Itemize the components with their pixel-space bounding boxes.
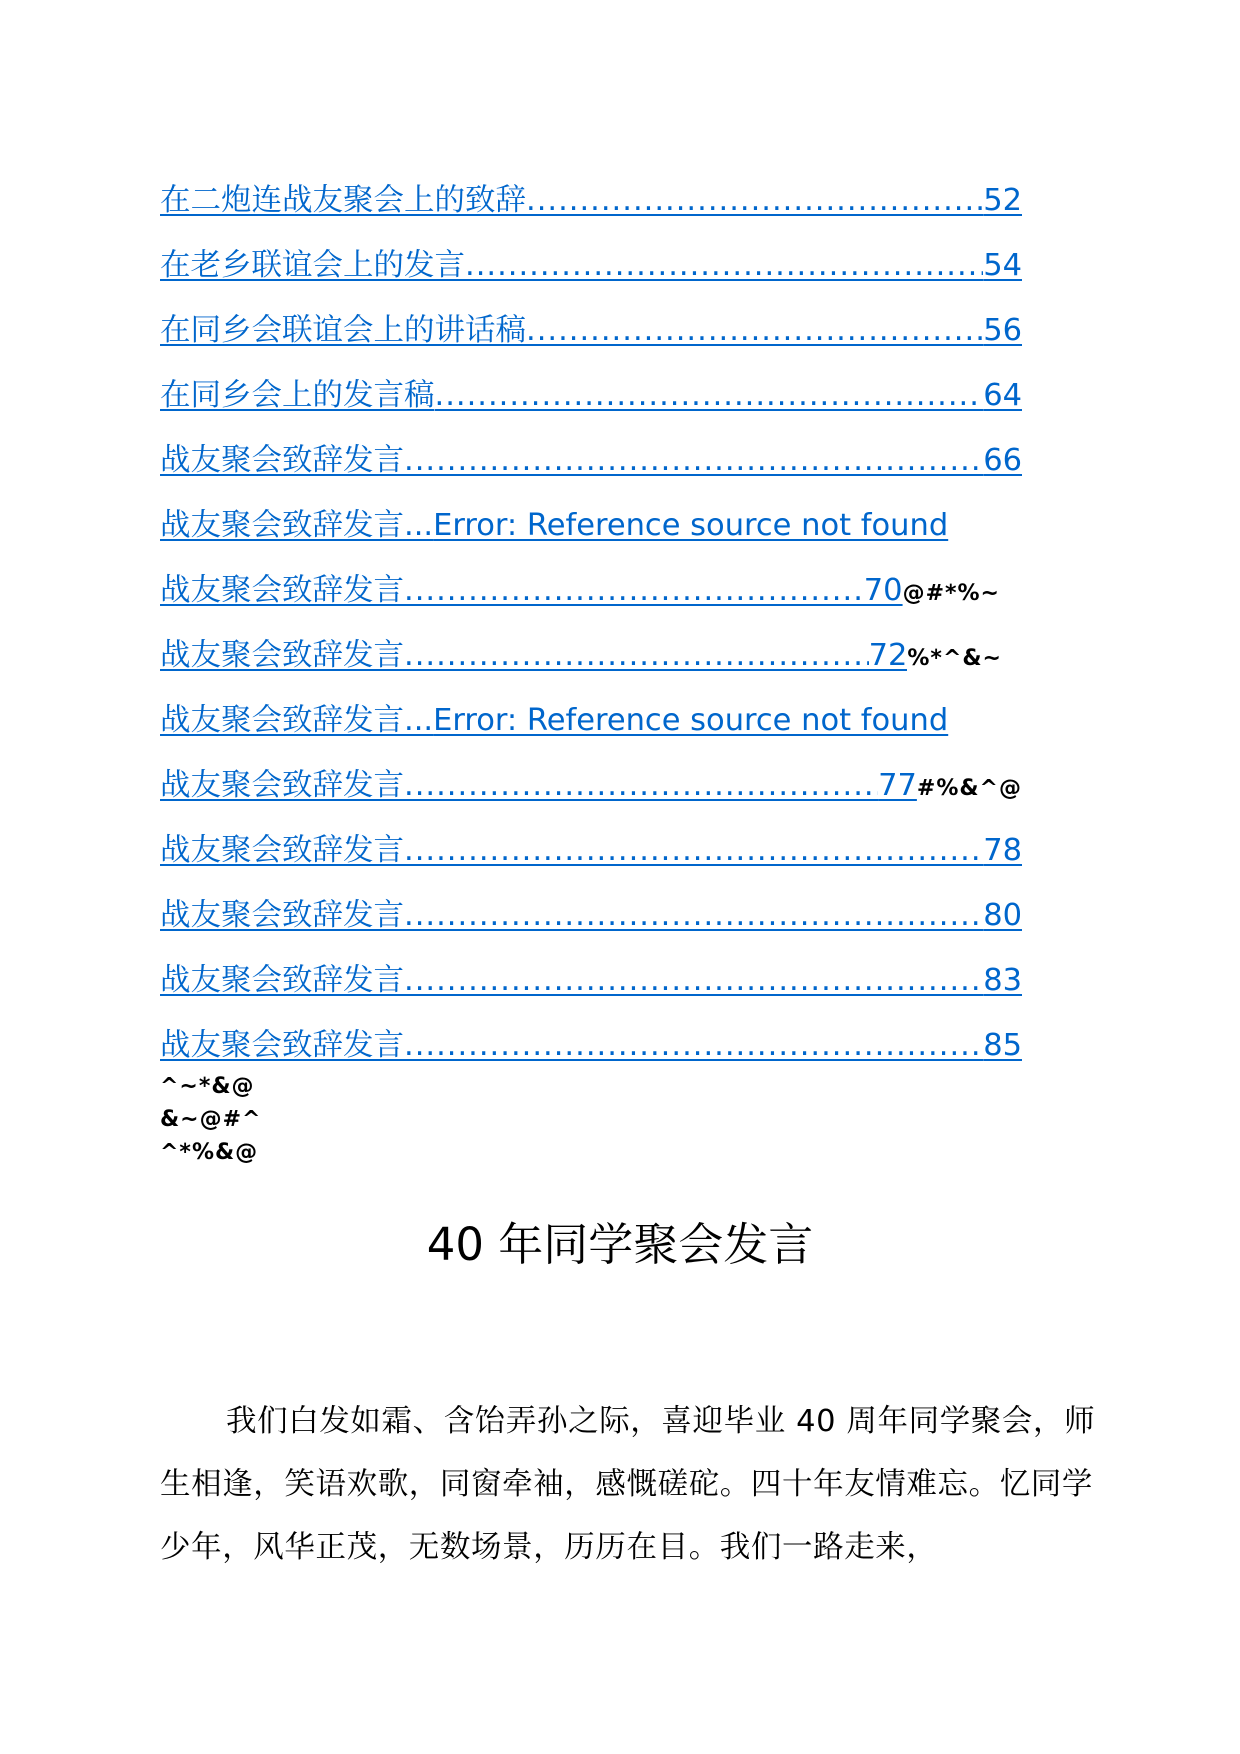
table-of-contents <box>160 168 1022 1078</box>
toc-title: 战友聚会致辞发言 <box>160 768 404 803</box>
toc-entry <box>160 818 1022 883</box>
toc-page-number: 54 <box>983 248 1022 283</box>
toc-entry <box>160 233 1022 298</box>
toc-link[interactable] <box>160 883 1022 948</box>
toc-title: 在老乡联谊会上的发言 <box>160 248 465 283</box>
section-title: 40 年同学聚会发言 <box>426 1218 814 1271</box>
stray-symbols: &~@#^ <box>160 1107 262 1132</box>
toc-leader <box>404 1013 983 1078</box>
toc-link[interactable] <box>160 623 907 688</box>
toc-page-number: 52 <box>983 183 1022 218</box>
toc-title: 战友聚会致辞发言 <box>160 508 404 543</box>
toc-link[interactable] <box>160 818 1022 883</box>
toc-page-number: 70 <box>863 573 903 608</box>
toc-leader <box>404 688 433 753</box>
toc-entry <box>160 1013 1022 1078</box>
toc-leader <box>465 233 983 298</box>
toc-entry <box>160 753 1022 818</box>
toc-link[interactable] <box>160 363 1022 428</box>
toc-title: 战友聚会致辞发言 <box>160 833 404 868</box>
toc-entry <box>160 623 1002 688</box>
toc-title: 在同乡会联谊会上的讲话稿 <box>160 313 526 348</box>
toc-page-number: 72 <box>868 638 908 673</box>
toc-leader <box>404 623 869 688</box>
toc-entry <box>160 493 1022 558</box>
toc-entry <box>160 948 1022 1013</box>
toc-entry <box>160 688 1022 753</box>
toc-title: 战友聚会致辞发言 <box>160 703 404 738</box>
toc-entry <box>160 883 1022 948</box>
toc-leader <box>435 363 984 428</box>
toc-link[interactable] <box>160 298 1022 363</box>
toc-title: 战友聚会致辞发言 <box>160 963 404 998</box>
toc-title: 战友聚会致辞发言 <box>160 573 404 608</box>
toc-leader <box>404 493 433 558</box>
toc-page-number: 77 <box>878 768 917 803</box>
toc-link[interactable] <box>160 168 1022 233</box>
toc-link[interactable] <box>160 233 1022 298</box>
toc-link[interactable] <box>160 1013 1022 1078</box>
toc-leader <box>404 753 878 818</box>
toc-title: 在二炮连战友聚会上的致辞 <box>160 183 526 218</box>
toc-leader <box>404 883 983 948</box>
toc-title: 在同乡会上的发言稿 <box>160 378 435 413</box>
toc-title: 战友聚会致辞发言 <box>160 638 404 673</box>
stray-symbols: #%&^@ <box>916 776 1022 801</box>
toc-page-number: 66 <box>983 443 1022 478</box>
stray-symbols: %*^&~ <box>907 646 1002 671</box>
toc-entry <box>160 428 1022 493</box>
toc-title: 战友聚会致辞发言 <box>160 443 404 478</box>
toc-title: 战友聚会致辞发言 <box>160 1028 404 1063</box>
toc-page-number: 85 <box>983 1028 1022 1063</box>
stray-symbol-block <box>160 1070 262 1169</box>
toc-title: 战友聚会致辞发言 <box>160 898 404 933</box>
toc-leader <box>404 948 983 1013</box>
toc-link[interactable] <box>160 753 917 818</box>
toc-link[interactable] <box>160 558 903 623</box>
toc-page-number: Error: Reference source not found <box>433 508 949 543</box>
toc-leader <box>404 558 864 623</box>
toc-link[interactable] <box>160 948 1022 1013</box>
toc-link[interactable] <box>160 428 1022 493</box>
body-paragraph: 我们白发如霜、含饴弄孙之际，喜迎毕业 40 周年同学聚会，师生相逢，笑语欢歌，同窗牵袖，感慨磋砣。四十年友情难忘。忆同学少年，风华正茂，无数场景，历历在目。我们一路走来， <box>160 1404 1096 1565</box>
toc-leader <box>526 298 983 363</box>
toc-link[interactable] <box>160 493 1022 558</box>
stray-symbols: ^*%&@ <box>160 1140 259 1165</box>
toc-link[interactable] <box>160 688 1022 753</box>
body-paragraph-block <box>160 1390 1120 1579</box>
toc-page-number: 80 <box>983 898 1022 933</box>
toc-page-number: 64 <box>983 378 1022 413</box>
toc-leader <box>404 818 983 883</box>
toc-page-number: 56 <box>983 313 1022 348</box>
toc-page-number: 83 <box>983 963 1022 998</box>
toc-entry <box>160 298 1022 363</box>
toc-entry <box>160 363 1022 428</box>
toc-entry <box>160 168 1022 233</box>
stray-symbols: ^~*&@ <box>160 1074 255 1099</box>
toc-page-number: 78 <box>983 833 1022 868</box>
toc-leader <box>404 428 983 493</box>
toc-entry <box>160 558 1000 623</box>
toc-leader <box>526 168 983 233</box>
stray-symbols: @#*%~ <box>902 581 1000 606</box>
toc-page-number: Error: Reference source not found <box>433 703 949 738</box>
